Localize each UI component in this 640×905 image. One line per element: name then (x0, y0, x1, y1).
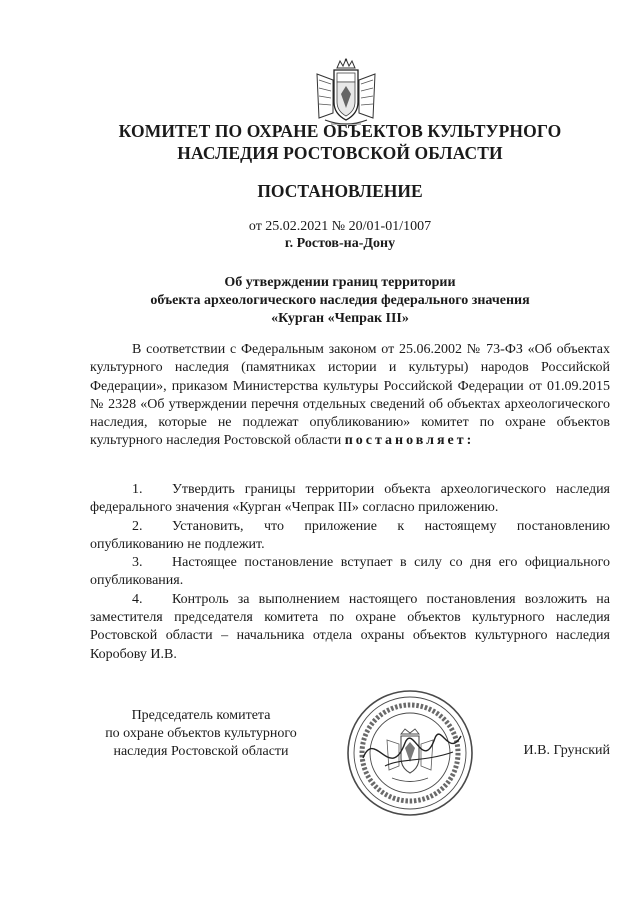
item-text: Установить, что приложение к настоящему постановлению опубликованию не подлежит. (90, 518, 610, 552)
preamble-text: В соответствии с Федеральным законом от 25.06.2002 № 73-ФЗ «Об объектах культурного наследия (памятниках истории и культуры) народов Российской Федерации», приказом Министерства культуры Российской Федерации от 01.09.2015 № 2328 «Об утверждении перечня отдельных сведений об объектах археологического наследия, которые не подлежат опубликованию» комитет по охране объектов культурного наследия Ростовской области (90, 342, 610, 449)
item-number: 1. (132, 482, 143, 497)
item-number: 4. (132, 591, 143, 607)
preamble-paragraph (90, 341, 610, 451)
signatory-title-line-2: по охране объектов культурного (105, 726, 297, 741)
document-type: ПОСТАНОВЛЕНИЕ (257, 181, 423, 201)
document-subject (100, 274, 580, 328)
list-item (90, 591, 610, 664)
item-number: 2. (132, 518, 143, 534)
item-text: Утвердить границы территории объекта археологического наследия федерального значения «Курган «Чепрак III» согласно приложению. (90, 482, 610, 516)
committee-name (60, 120, 620, 164)
subject-line-2: объекта археологического наследия федерального значения (150, 293, 530, 308)
item-text: Настоящее постановление вступает в силу со дня его официального опубликования. (90, 555, 610, 589)
list-item (90, 481, 610, 518)
committee-line-1: КОМИТЕТ ПО ОХРАНЕ ОБЪЕКТОВ КУЛЬТУРНОГО (118, 121, 562, 141)
committee-line-2: НАСЛЕДИЯ РОСТОВСКОЙ ОБЛАСТИ (177, 143, 503, 163)
decree-word: постановляет: (344, 433, 475, 449)
decree-items (90, 481, 610, 664)
signatory-title (86, 707, 316, 761)
subject-line-1: Об утверждении границ территории (224, 275, 456, 290)
signatory-title-line-1: Председатель комитета (131, 708, 271, 723)
signatory-name: И.В. Грунский (523, 743, 610, 758)
list-item (90, 554, 610, 591)
item-text: Контроль за выполнением настоящего постановления возложить на заместителя председателя комитета по охране объектов культурного наследия Ростовской области – начальника отдела охраны объектов культурного наследия Коробову И.В. (90, 591, 610, 662)
document-date-number: от 25.02.2021 № 20/01-01/1007 (248, 219, 432, 234)
item-number: 3. (132, 555, 143, 571)
document-city: г. Ростов-на-Дону (284, 236, 396, 251)
subject-line-3: «Курган «Чепрак III» (271, 311, 409, 326)
list-item (90, 518, 610, 555)
signatory-title-line-3: наследия Ростовской области (113, 744, 289, 759)
rostov-oblast-coat-of-arms-icon (313, 58, 379, 128)
official-round-seal-icon (345, 688, 475, 818)
